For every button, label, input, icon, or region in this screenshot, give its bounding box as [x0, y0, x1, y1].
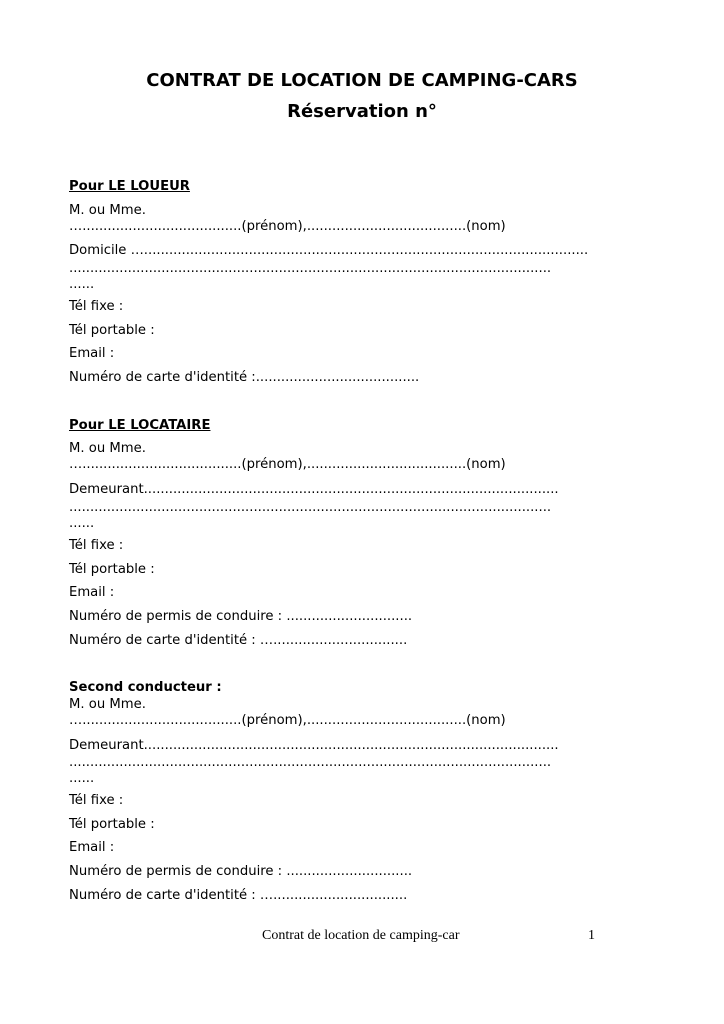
second-conducteur-name-prefix: M. ou Mme.	[69, 697, 146, 712]
document-title: CONTRAT DE LOCATION DE CAMPING-CARS	[146, 70, 578, 91]
page-footer: Contrat de location de camping-car	[262, 928, 460, 943]
second-conducteur-tel-fixe-field[interactable]: Tél fixe :	[69, 793, 124, 808]
locataire-demeurant-field[interactable]: Demeurant...................................................................................................	[69, 482, 559, 497]
locataire-tel-portable-field[interactable]: Tél portable :	[69, 562, 155, 577]
loueur-tel-fixe-field[interactable]: Tél fixe :	[69, 299, 124, 314]
reservation-number-label: Réservation n°	[287, 101, 437, 122]
locataire-carte-identite-field[interactable]: Numéro de carte d'identité : …................................	[69, 633, 408, 648]
loueur-name-field[interactable]: …......................................(prénom),......................................(nom)	[69, 219, 506, 234]
second-conducteur-carte-identite-field[interactable]: Numéro de carte d'identité : …................................	[69, 888, 408, 903]
loueur-tel-portable-field[interactable]: Tél portable :	[69, 323, 155, 338]
page-number: 1	[588, 928, 595, 943]
second-conducteur-demeurant-continuation-end[interactable]: ......	[69, 771, 95, 786]
second-conducteur-tel-portable-field[interactable]: Tél portable :	[69, 817, 155, 832]
locataire-heading: Pour LE LOCATAIRE	[69, 418, 211, 433]
loueur-domicile-continuation[interactable]: ...................................................................................................................	[69, 261, 552, 276]
locataire-permis-field[interactable]: Numéro de permis de conduire : ..............................	[69, 609, 413, 624]
loueur-name-prefix: M. ou Mme.	[69, 203, 146, 218]
second-conducteur-permis-field[interactable]: Numéro de permis de conduire : ..............................	[69, 864, 413, 879]
second-conducteur-demeurant-continuation[interactable]: ...................................................................................................................	[69, 755, 552, 770]
loueur-carte-identite-field[interactable]: Numéro de carte d'identité :.......................................	[69, 370, 420, 385]
locataire-name-prefix: M. ou Mme.	[69, 441, 146, 456]
second-conducteur-heading: Second conducteur :	[69, 680, 222, 695]
locataire-tel-fixe-field[interactable]: Tél fixe :	[69, 538, 124, 553]
loueur-email-field[interactable]: Email :	[69, 346, 115, 361]
locataire-demeurant-continuation[interactable]: ...................................................................................................................	[69, 500, 552, 515]
locataire-demeurant-continuation-end[interactable]: ......	[69, 516, 95, 531]
locataire-email-field[interactable]: Email :	[69, 585, 115, 600]
loueur-heading: Pour LE LOUEUR	[69, 179, 190, 194]
locataire-name-field[interactable]: …......................................(prénom),......................................(nom)	[69, 457, 506, 472]
second-conducteur-name-field[interactable]: …......................................(prénom),......................................(nom)	[69, 713, 506, 728]
second-conducteur-email-field[interactable]: Email :	[69, 840, 115, 855]
loueur-domicile-continuation-end[interactable]: ......	[69, 277, 95, 292]
loueur-domicile-field[interactable]: Domicile …..........................................................................................................	[69, 243, 589, 258]
second-conducteur-demeurant-field[interactable]: Demeurant...................................................................................................	[69, 738, 559, 753]
